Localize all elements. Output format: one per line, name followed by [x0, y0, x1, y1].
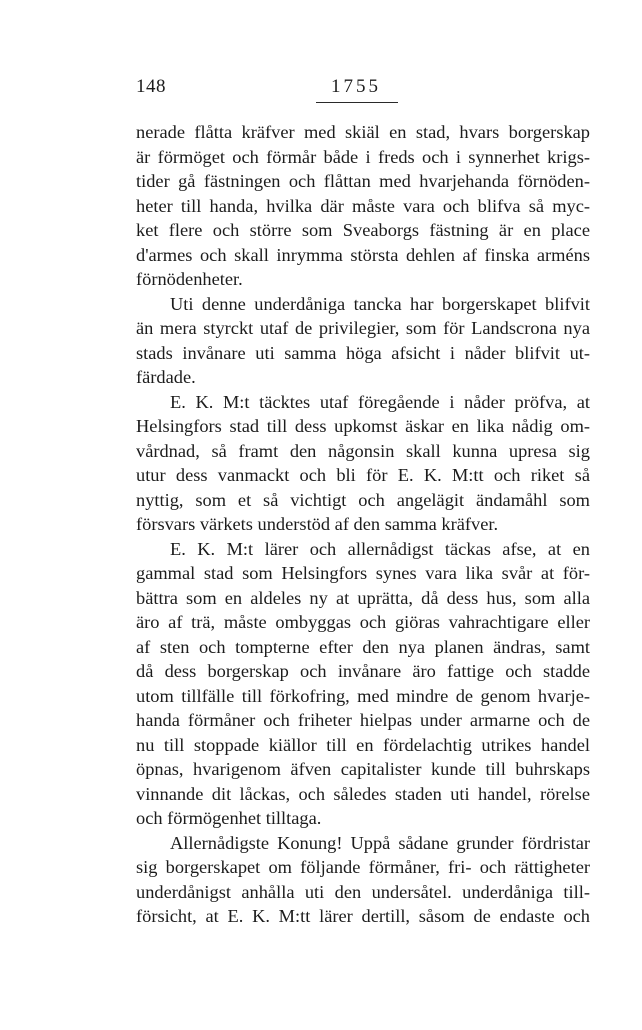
text-line: än mera styrckt utaf de privilegier, som för Landscrona nya — [136, 318, 590, 338]
text-line: gammal stad som Helsingfors synes vara lika svår at för- — [136, 563, 590, 583]
text-line: nerade flåtta kräfver med skiäl en stad, hvars borgerskap — [136, 122, 590, 142]
text-line: öpnas, hvarigenom äfven capitalister kunde till buhrskaps — [136, 759, 590, 779]
text-line: Uti denne underdåniga tancka har borgerskapet blifvit — [170, 293, 590, 314]
text-line: försicht, at E. K. M:tt lärer dertill, såsom de endaste och — [136, 906, 590, 926]
body-text — [136, 120, 590, 929]
text-line: bättra som en aldeles ny at uprätta, då dess hus, som alla — [136, 587, 590, 608]
text-line: färdade. — [136, 367, 196, 387]
text-line: försvars värkets understöd af den samma kräfver. — [136, 514, 499, 534]
page-number: 148 — [136, 76, 166, 97]
text-line: tider gå fästningen och flåttan med hvarjehanda förnöden- — [136, 171, 590, 191]
text-line: underdånigst anhålla uti den undersåtel. underdåniga till- — [136, 881, 590, 902]
text-line: sig borgerskapet om följande förmåner, fri- och rättigheter — [136, 857, 590, 877]
running-head-year: 1755 — [331, 76, 381, 97]
header-rule — [316, 102, 398, 103]
text-line: heter till handa, hvilka där måste vara och blifva så myc- — [136, 195, 590, 216]
text-line: vårdnad, så framt den någonsin skall kunna upresa sig — [136, 440, 590, 461]
text-line: utur dess vanmackt och bli för E. K. M:tt och riket så — [136, 465, 590, 485]
text-line: då dess borgerskap och invånare äro fattige och stadde — [136, 661, 590, 681]
text-line: förnödenheter. — [136, 269, 243, 289]
text-line: är förmöget och förmår både i freds och i synnerhet krigs- — [136, 146, 590, 167]
text-line: och förmögenhet tilltaga. — [136, 808, 322, 828]
text-line: äro af trä, måste ombyggas och giöras vahrachtigare eller — [136, 612, 590, 632]
text-line: utom tillfälle till förkofring, med mindre de genom hvarje- — [136, 685, 590, 706]
text-line: ket flere och större som Sveaborgs fästning är en place — [136, 220, 590, 240]
text-line: nyttig, som et så vichtigt och angelägit ändamåhl som — [136, 489, 590, 510]
text-line: handa förmåner och friheter hielpas under armarne och de — [136, 710, 590, 730]
text-line: E. K. M:t lärer och allernådigst täckas afse, at en — [170, 538, 590, 559]
text-line: af sten och tompterne efter den nya planen ändras, samt — [136, 636, 590, 657]
text-line: vinnande dit låckas, och således staden uti handel, rörelse — [136, 783, 590, 804]
text-line: Allernådigste Konung! Uppå sådane grunder fördristar — [170, 832, 590, 853]
page-header — [136, 76, 590, 106]
text-line: Helsingfors stad till dess upkomst äskar en lika nådig om- — [136, 416, 590, 436]
text-line: E. K. M:t täcktes utaf föregående i nåder pröfva, at — [170, 391, 590, 412]
text-line: stads invånare uti samma höga afsicht i nåder blifvit ut- — [136, 342, 590, 363]
text-line: nu till stoppade kiällor till en fördelachtig utrikes handel — [136, 734, 590, 755]
text-line: d'armes och skall inrymma största dehlen af finska arméns — [136, 244, 590, 265]
